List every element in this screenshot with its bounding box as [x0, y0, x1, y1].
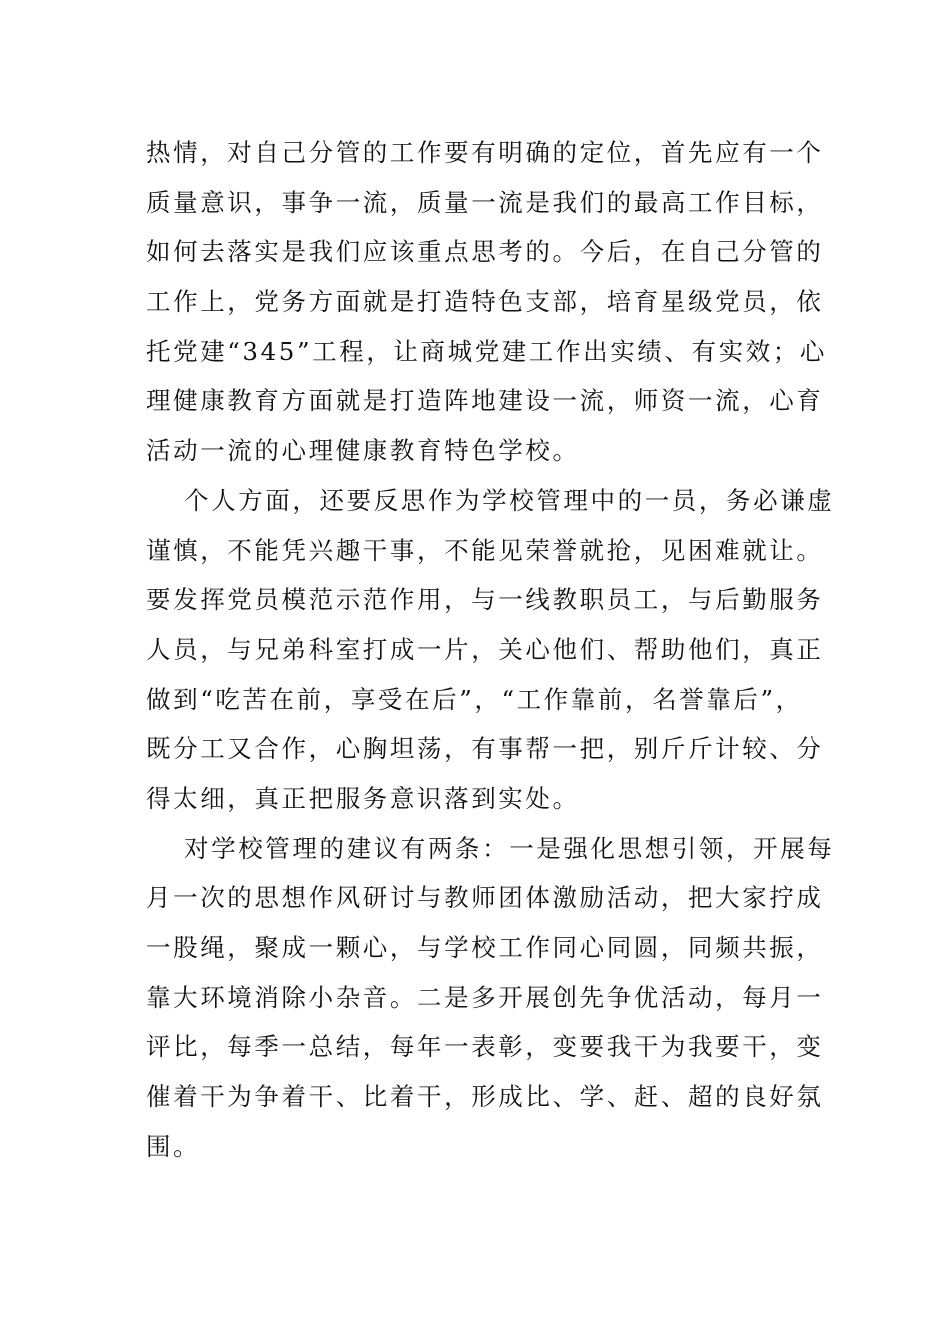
document-body	[146, 128, 835, 1171]
text-line: 催着干为争着干、比着干，形成比、学、赶、超的良好氛	[146, 1082, 824, 1112]
text-line: 如何去落实是我们应该重点思考的。今后，在自己分管的	[146, 237, 824, 267]
text-line: 谨慎，不能凭兴趣干事，不能见荣誉就抢，见困难就让。	[146, 535, 824, 565]
text-line: 活动一流的心理健康教育特色学校。	[146, 436, 580, 466]
text-line: 靠大环境消除小杂音。二是多开展创先争优活动，每月一	[146, 982, 824, 1012]
text-line: 围。	[146, 1131, 201, 1161]
text-line: 得太细，真正把服务意识落到实处。	[146, 783, 580, 813]
text-line: 既分工又合作，心胸坦荡，有事帮一把，别斤斤计较、分	[146, 734, 824, 764]
text-line: 理健康教育方面就是打造阵地建设一流，师资一流，心育	[146, 386, 824, 416]
text-line: 热情，对自己分管的工作要有明确的定位，首先应有一个	[146, 138, 824, 167]
text-line: 一股绳，聚成一颗心，与学校工作同心同圆，同频共振，	[146, 933, 824, 962]
text-line: 托党建“345”工程，让商城党建工作出实绩、有实效；心	[146, 336, 828, 366]
text-line: 月一次的思想作风研讨与教师团体激励活动，把大家拧成	[146, 883, 824, 913]
text-line: 工作上，党务方面就是打造特色支部，培育星级党员，依	[146, 287, 824, 317]
text-line: 做到“吃苦在前，享受在后”，“工作靠前，名誉靠后”，	[146, 684, 803, 714]
text-line: 要发挥党员模范示范作用，与一线教职员工，与后勤服务	[146, 585, 824, 615]
paragraph-start-line: 对学校管理的建议有两条：一是强化思想引领，开展每	[184, 833, 835, 863]
text-line: 评比，每季一总结，每年一表彰，变要我干为我要干，变	[146, 1032, 824, 1062]
paragraph-start-line: 个人方面，还要反思作为学校管理中的一员，务必谦虚	[184, 485, 835, 515]
text-line: 人员，与兄弟科室打成一片，关心他们、帮助他们，真正	[146, 634, 824, 664]
text-line: 质量意识，事争一流，质量一流是我们的最高工作目标，	[146, 187, 824, 217]
